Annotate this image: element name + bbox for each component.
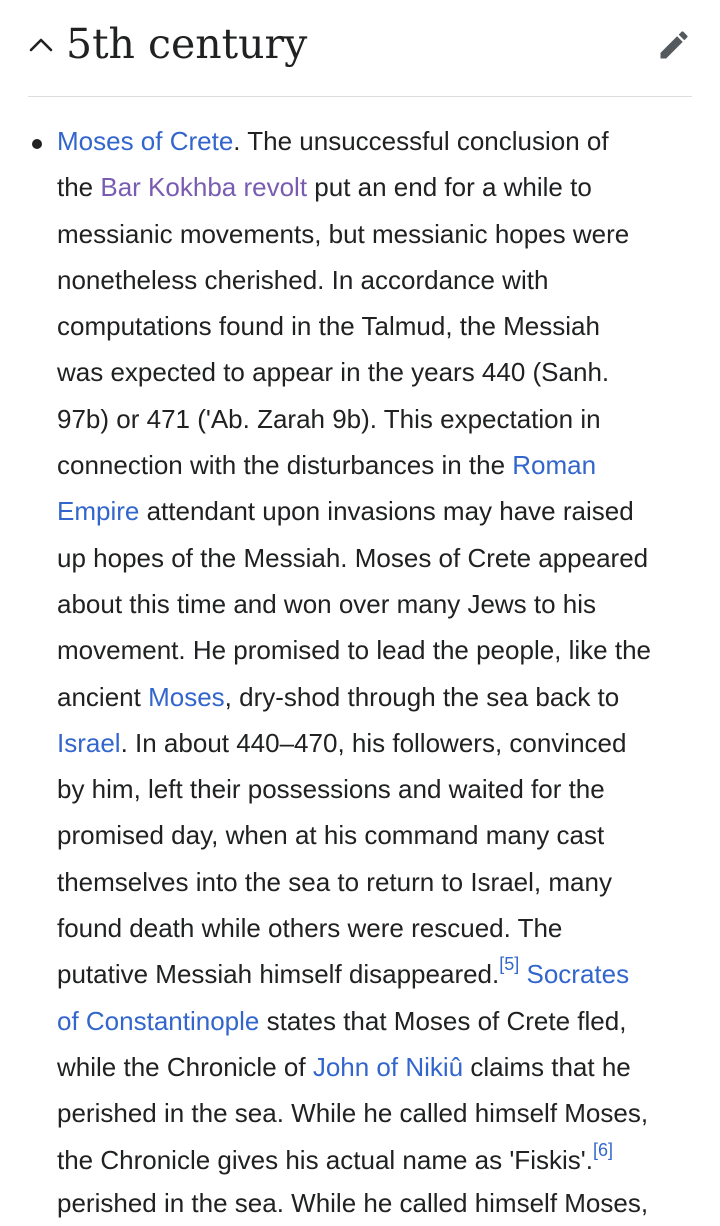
text-run: [519, 959, 526, 989]
text-run: was expected to appear in the years 440 (Sanh.: [57, 357, 610, 388]
paragraph-line: [57, 164, 707, 210]
article-link[interactable]: Israel: [57, 727, 121, 758]
paragraph-line: [57, 812, 707, 858]
paragraph-line: [57, 674, 707, 720]
reference-link[interactable]: [5]: [499, 954, 520, 975]
text-run: . The unsuccessful conclusion of: [233, 126, 609, 156]
paragraph-line: [57, 720, 707, 766]
paragraph-line: [57, 1090, 707, 1136]
article-link[interactable]: Roman: [512, 450, 597, 481]
article-link[interactable]: Moses of Crete: [57, 126, 234, 156]
text-run: promised day, when at his command many cast: [57, 820, 605, 851]
chevron-up-icon[interactable]: [26, 30, 56, 60]
article-link[interactable]: Empire: [57, 496, 140, 527]
text-run: , dry-shod through the sea back to: [224, 681, 620, 712]
paragraph-line: [57, 257, 707, 303]
text-run: up hopes of the Messiah. Moses of Crete appeared: [57, 542, 649, 573]
paragraph-line: [57, 1137, 707, 1183]
text-run: connection with the disturbances in the: [57, 450, 513, 481]
paragraph-line: [57, 859, 707, 905]
text-run: while the Chronicle of: [57, 1051, 313, 1082]
reference-link[interactable]: [6]: [592, 1139, 613, 1160]
text-run: movement. He promised to lead the people, like the: [57, 635, 652, 666]
list-bullet: [32, 139, 42, 149]
text-run: themselves into the sea to return to Israel, many: [57, 866, 612, 897]
text-run: computations found in the Talmud, the Messiah: [57, 311, 600, 342]
text-run: states that Moses of Crete fled,: [259, 1005, 627, 1036]
text-run: the: [57, 172, 101, 203]
reference-sup: [499, 954, 519, 974]
paragraph-line: [57, 1044, 707, 1090]
paragraph-line: [57, 998, 707, 1044]
text-run: putative Messiah himself disappeared.: [57, 959, 500, 990]
paragraph-line: [57, 396, 707, 442]
text-run: claims that he: [463, 1051, 631, 1082]
text-run: the Chronicle gives his actual name as 'Fiskis'.: [57, 1144, 593, 1175]
paragraph-line: [57, 581, 707, 627]
article-link[interactable]: Bar Kokhba revolt: [100, 172, 308, 203]
paragraph-line: [57, 303, 707, 349]
pencil-icon[interactable]: [656, 27, 692, 63]
list-item-paragraph: [57, 118, 707, 1183]
reference-sup: [593, 1140, 613, 1160]
text-run: found death while others were rescued. The: [57, 913, 563, 944]
article-link[interactable]: of Constantinople: [57, 1005, 260, 1036]
text-run: by him, left their possessions and waited for the: [57, 774, 605, 805]
cutoff-text-line: perished in the sea. While he called himself Moses,: [57, 1188, 649, 1218]
paragraph-line: [57, 951, 707, 997]
article-link[interactable]: Moses: [148, 681, 225, 712]
text-run: put an end for a while to: [307, 172, 592, 203]
text-run: perished in the sea. While he called himself Moses,: [57, 1098, 649, 1129]
paragraph-line: [57, 627, 707, 673]
article-link[interactable]: John of Nikiû: [312, 1051, 464, 1082]
text-run: . In about 440–470, his followers, convinced: [120, 727, 627, 758]
paragraph-line: [57, 488, 707, 534]
paragraph-line: [57, 118, 707, 164]
text-run: about this time and won over many Jews to his: [57, 588, 597, 619]
paragraph-line: [57, 442, 707, 488]
text-run: 97b) or 471 ('Ab. Zarah 9b). This expectation in: [57, 403, 601, 434]
paragraph-line: [57, 211, 707, 257]
text-run: messianic movements, but messianic hopes were: [57, 218, 630, 249]
paragraph-line: [57, 535, 707, 581]
paragraph-line: [57, 766, 707, 812]
section-title: 5th century: [66, 20, 308, 68]
text-run: attendant upon invasions may have raised: [139, 496, 634, 527]
text-run: ancient: [57, 681, 149, 712]
section-header: [0, 0, 720, 96]
paragraph-line: [57, 349, 707, 395]
section-divider: [28, 96, 692, 97]
article-link[interactable]: Socrates: [526, 959, 630, 990]
paragraph-line: [57, 905, 707, 951]
text-run: nonetheless cherished. In accordance with: [57, 264, 549, 295]
